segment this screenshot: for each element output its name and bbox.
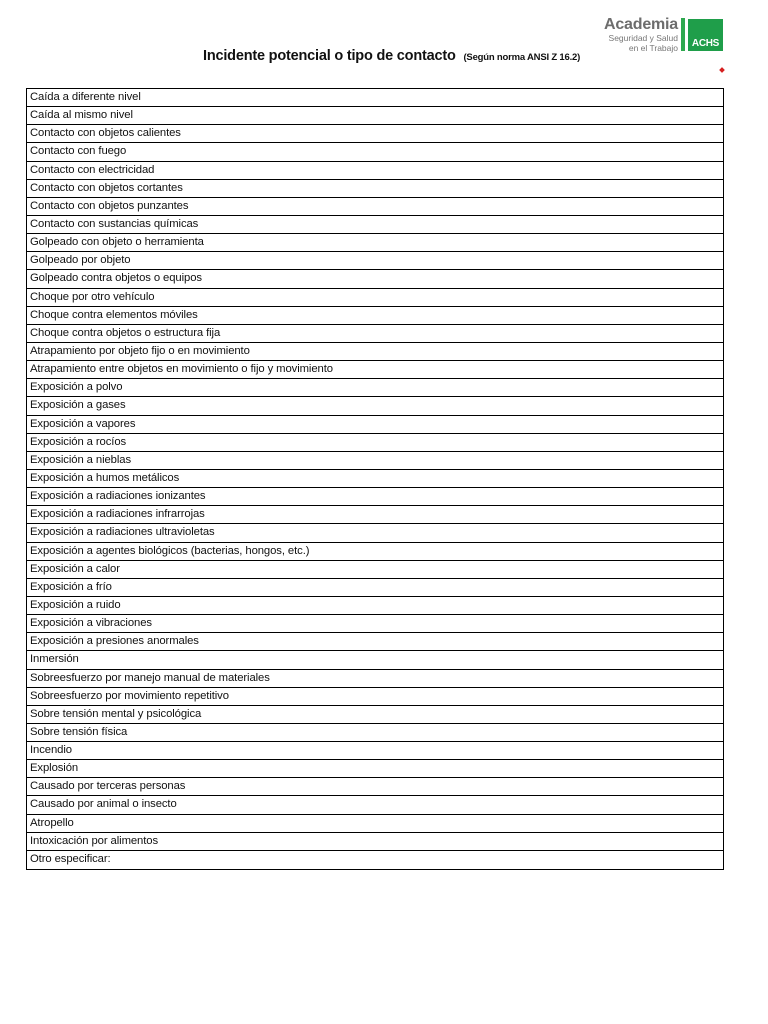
list-item: Exposición a humos metálicos (27, 470, 723, 488)
list-item: Exposición a radiaciones infrarrojas (27, 506, 723, 524)
logo-text (598, 16, 678, 53)
logo-tagline-2: en el Trabajo (628, 43, 678, 53)
page-subtitle: (Según norma ANSI Z 16.2) (463, 52, 581, 63)
list-item: Exposición a presiones anormales (27, 633, 723, 651)
list-item: Golpeado por objeto (27, 252, 723, 270)
list-item: Contacto con objetos calientes (27, 125, 723, 143)
list-item: Contacto con objetos punzantes (27, 198, 723, 216)
list-item: Atrapamiento entre objetos en movimiento o fijo y movimiento (27, 361, 723, 379)
list-item: Choque contra objetos o estructura fija (27, 325, 723, 343)
list-item: Intoxicación por alimentos (27, 833, 723, 851)
list-item: Golpeado contra objetos o equipos (27, 270, 723, 288)
list-item: Choque contra elementos móviles (27, 307, 723, 325)
list-item: Exposición a vapores (27, 416, 723, 434)
list-item: Sobreesfuerzo por manejo manual de materiales (27, 670, 723, 688)
page-title (203, 48, 580, 64)
list-item: Exposición a calor (27, 561, 723, 579)
list-item: Atrapamiento por objeto fijo o en movimiento (27, 343, 723, 361)
list-item: Contacto con electricidad (27, 162, 723, 180)
logo-name: Academia (604, 16, 678, 33)
logo-badge: ACHS (688, 19, 723, 51)
achs-logo (598, 16, 724, 62)
list-item: Causado por terceras personas (27, 778, 723, 796)
list-item: Exposición a radiaciones ionizantes (27, 488, 723, 506)
list-item: Contacto con fuego (27, 143, 723, 161)
list-item: Causado por animal o insecto (27, 796, 723, 814)
list-item: Choque por otro vehículo (27, 289, 723, 307)
list-item: Caída al mismo nivel (27, 107, 723, 125)
list-item: Exposición a agentes biológicos (bacterias, hongos, etc.) (27, 543, 723, 561)
list-item: Contacto con sustancias químicas (27, 216, 723, 234)
list-item: Sobre tensión mental y psicológica (27, 706, 723, 724)
list-item: Exposición a frío (27, 579, 723, 597)
list-item: Exposición a vibraciones (27, 615, 723, 633)
list-item: Atropello (27, 815, 723, 833)
list-item: Caída a diferente nivel (27, 89, 723, 107)
logo-bar (681, 18, 685, 51)
red-mark (719, 67, 725, 73)
list-item: Exposición a radiaciones ultravioletas (27, 524, 723, 542)
list-item: Exposición a polvo (27, 379, 723, 397)
list-item: Contacto con objetos cortantes (27, 180, 723, 198)
list-item: Otro especificar: (30, 852, 111, 865)
list-item: Exposición a nieblas (27, 452, 723, 470)
list-item: Sobre tensión física (27, 724, 723, 742)
list-item: Explosión (27, 760, 723, 778)
list-item: Exposición a rocíos (27, 434, 723, 452)
list-item: Exposición a gases (27, 397, 723, 415)
logo-tagline-1: Seguridad y Salud (608, 33, 678, 43)
header (0, 0, 768, 88)
list-item: Golpeado con objeto o herramienta (27, 234, 723, 252)
list-item: Incendio (27, 742, 723, 760)
list-item: Exposición a ruido (27, 597, 723, 615)
title-text: Incidente potencial o tipo de contacto (203, 48, 456, 64)
list-item: Sobreesfuerzo por movimiento repetitivo (27, 688, 723, 706)
contact-type-list (26, 88, 724, 870)
list-item: Inmersión (27, 651, 723, 669)
